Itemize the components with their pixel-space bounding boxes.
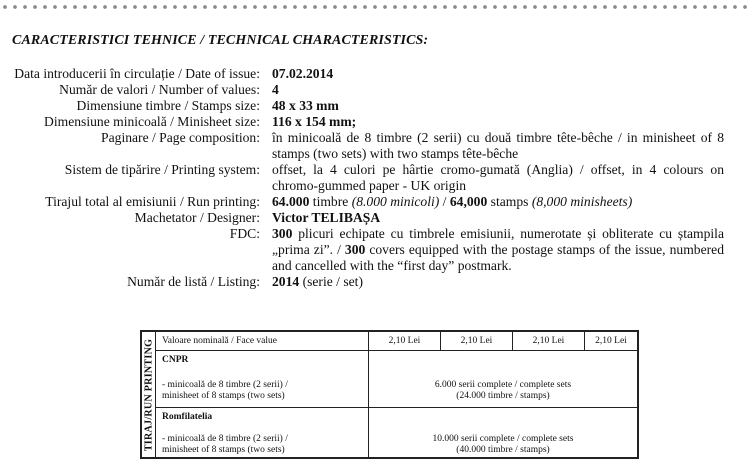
spec-row-run-printing bbox=[0, 194, 750, 210]
table-row-cnpr bbox=[156, 351, 637, 408]
spec-row-fdc bbox=[0, 226, 750, 274]
spec-label: Data introducerii în circulație / Date of issue: bbox=[14, 66, 260, 81]
spec-value: în minicoală de 8 timbre (2 serii) cu două timbre tête-bêche / in minisheet of 8 stamps (two sets) with two stamps tête-bêche bbox=[272, 130, 724, 161]
row-sets: 10.000 serii complete / complete sets (40.000 timbre / stamps) bbox=[432, 434, 574, 455]
spec-row-printing-system bbox=[0, 162, 750, 194]
spec-label: Sistem de tipărire / Printing system: bbox=[64, 162, 260, 177]
spec-label: Dimensiune minicoală / Minisheet size: bbox=[44, 114, 260, 129]
table-side-label: TIRAJ/RUN PRINTING bbox=[142, 332, 156, 457]
spec-value: 4 bbox=[272, 82, 279, 97]
spec-value: 300 plicuri echipate cu timbrele emisiunii, numerotate și obliterate cu ștampila „prima zi”. / 300 covers equipped with the postage stamps of the issue, numbered and cancelled with the “first day” postmark. bbox=[272, 226, 724, 273]
face-value-label: Valoare nominală / Face value bbox=[156, 332, 369, 350]
spec-row-page-composition bbox=[0, 130, 750, 162]
spec-row-designer bbox=[0, 210, 750, 226]
section-title: CARACTERISTICI TEHNICE / TECHNICAL CHARACTERISTICS: bbox=[12, 33, 429, 48]
face-value-cell: 2,10 Lei bbox=[595, 336, 627, 346]
table-row-romfilatelia bbox=[156, 408, 637, 457]
spec-value: offset, la 4 culori pe hârtie cromo-gumată (Anglia) / offset, in 4 colours on chromo-gummed paper - UK origin bbox=[272, 162, 724, 193]
spec-row-stamps-size bbox=[0, 98, 750, 114]
spec-label: Tirajul total al emisiunii / Run printing: bbox=[45, 194, 260, 209]
row-desc: - minicoală de 8 timbre (2 serii) / minisheet of 8 stamps (two sets) bbox=[162, 380, 288, 401]
spec-label: FDC: bbox=[229, 226, 260, 241]
spec-row-issue-date bbox=[0, 66, 750, 82]
table-header-row bbox=[156, 332, 637, 351]
face-value-cell: 2,10 Lei bbox=[513, 332, 585, 350]
face-value-cell: 2,10 Lei bbox=[441, 332, 513, 350]
spec-row-minisheet-size bbox=[0, 114, 750, 130]
spec-value: Victor TELIBAȘA bbox=[272, 210, 381, 225]
spec-value: 48 x 33 mm bbox=[272, 98, 339, 113]
spec-value: 07.02.2014 bbox=[272, 66, 334, 81]
spec-list bbox=[0, 66, 750, 290]
row-label-cell bbox=[156, 408, 369, 457]
spec-value: 64.000 timbre (8.000 minicoli) / 64,000 stamps (8,000 minisheets) bbox=[272, 194, 633, 209]
spec-label: Paginare / Page composition: bbox=[101, 130, 260, 145]
spec-row-listing bbox=[0, 274, 750, 290]
print-run-table bbox=[140, 330, 639, 459]
row-sets: 6.000 serii complete / complete sets (24.000 timbre / stamps) bbox=[434, 380, 572, 401]
row-label-cell bbox=[156, 351, 369, 407]
row-org: CNPR bbox=[162, 355, 189, 365]
spec-label: Număr de valori / Number of values: bbox=[59, 82, 260, 97]
row-org: Romfilatelia bbox=[162, 412, 213, 422]
row-desc: - minicoală de 8 timbre (2 serii) / minisheet of 8 stamps (two sets) bbox=[162, 434, 288, 455]
spec-label: Dimensiune timbre / Stamps size: bbox=[76, 98, 260, 113]
spec-row-values bbox=[0, 82, 750, 98]
face-value-cell: 2,10 Lei bbox=[369, 332, 441, 350]
dotted-divider bbox=[0, 4, 750, 10]
spec-label: Machetator / Designer: bbox=[134, 210, 260, 225]
spec-value: 2014 (serie / set) bbox=[272, 274, 363, 289]
spec-value: 116 x 154 mm; bbox=[272, 114, 357, 129]
spec-label: Număr de listă / Listing: bbox=[127, 274, 260, 289]
